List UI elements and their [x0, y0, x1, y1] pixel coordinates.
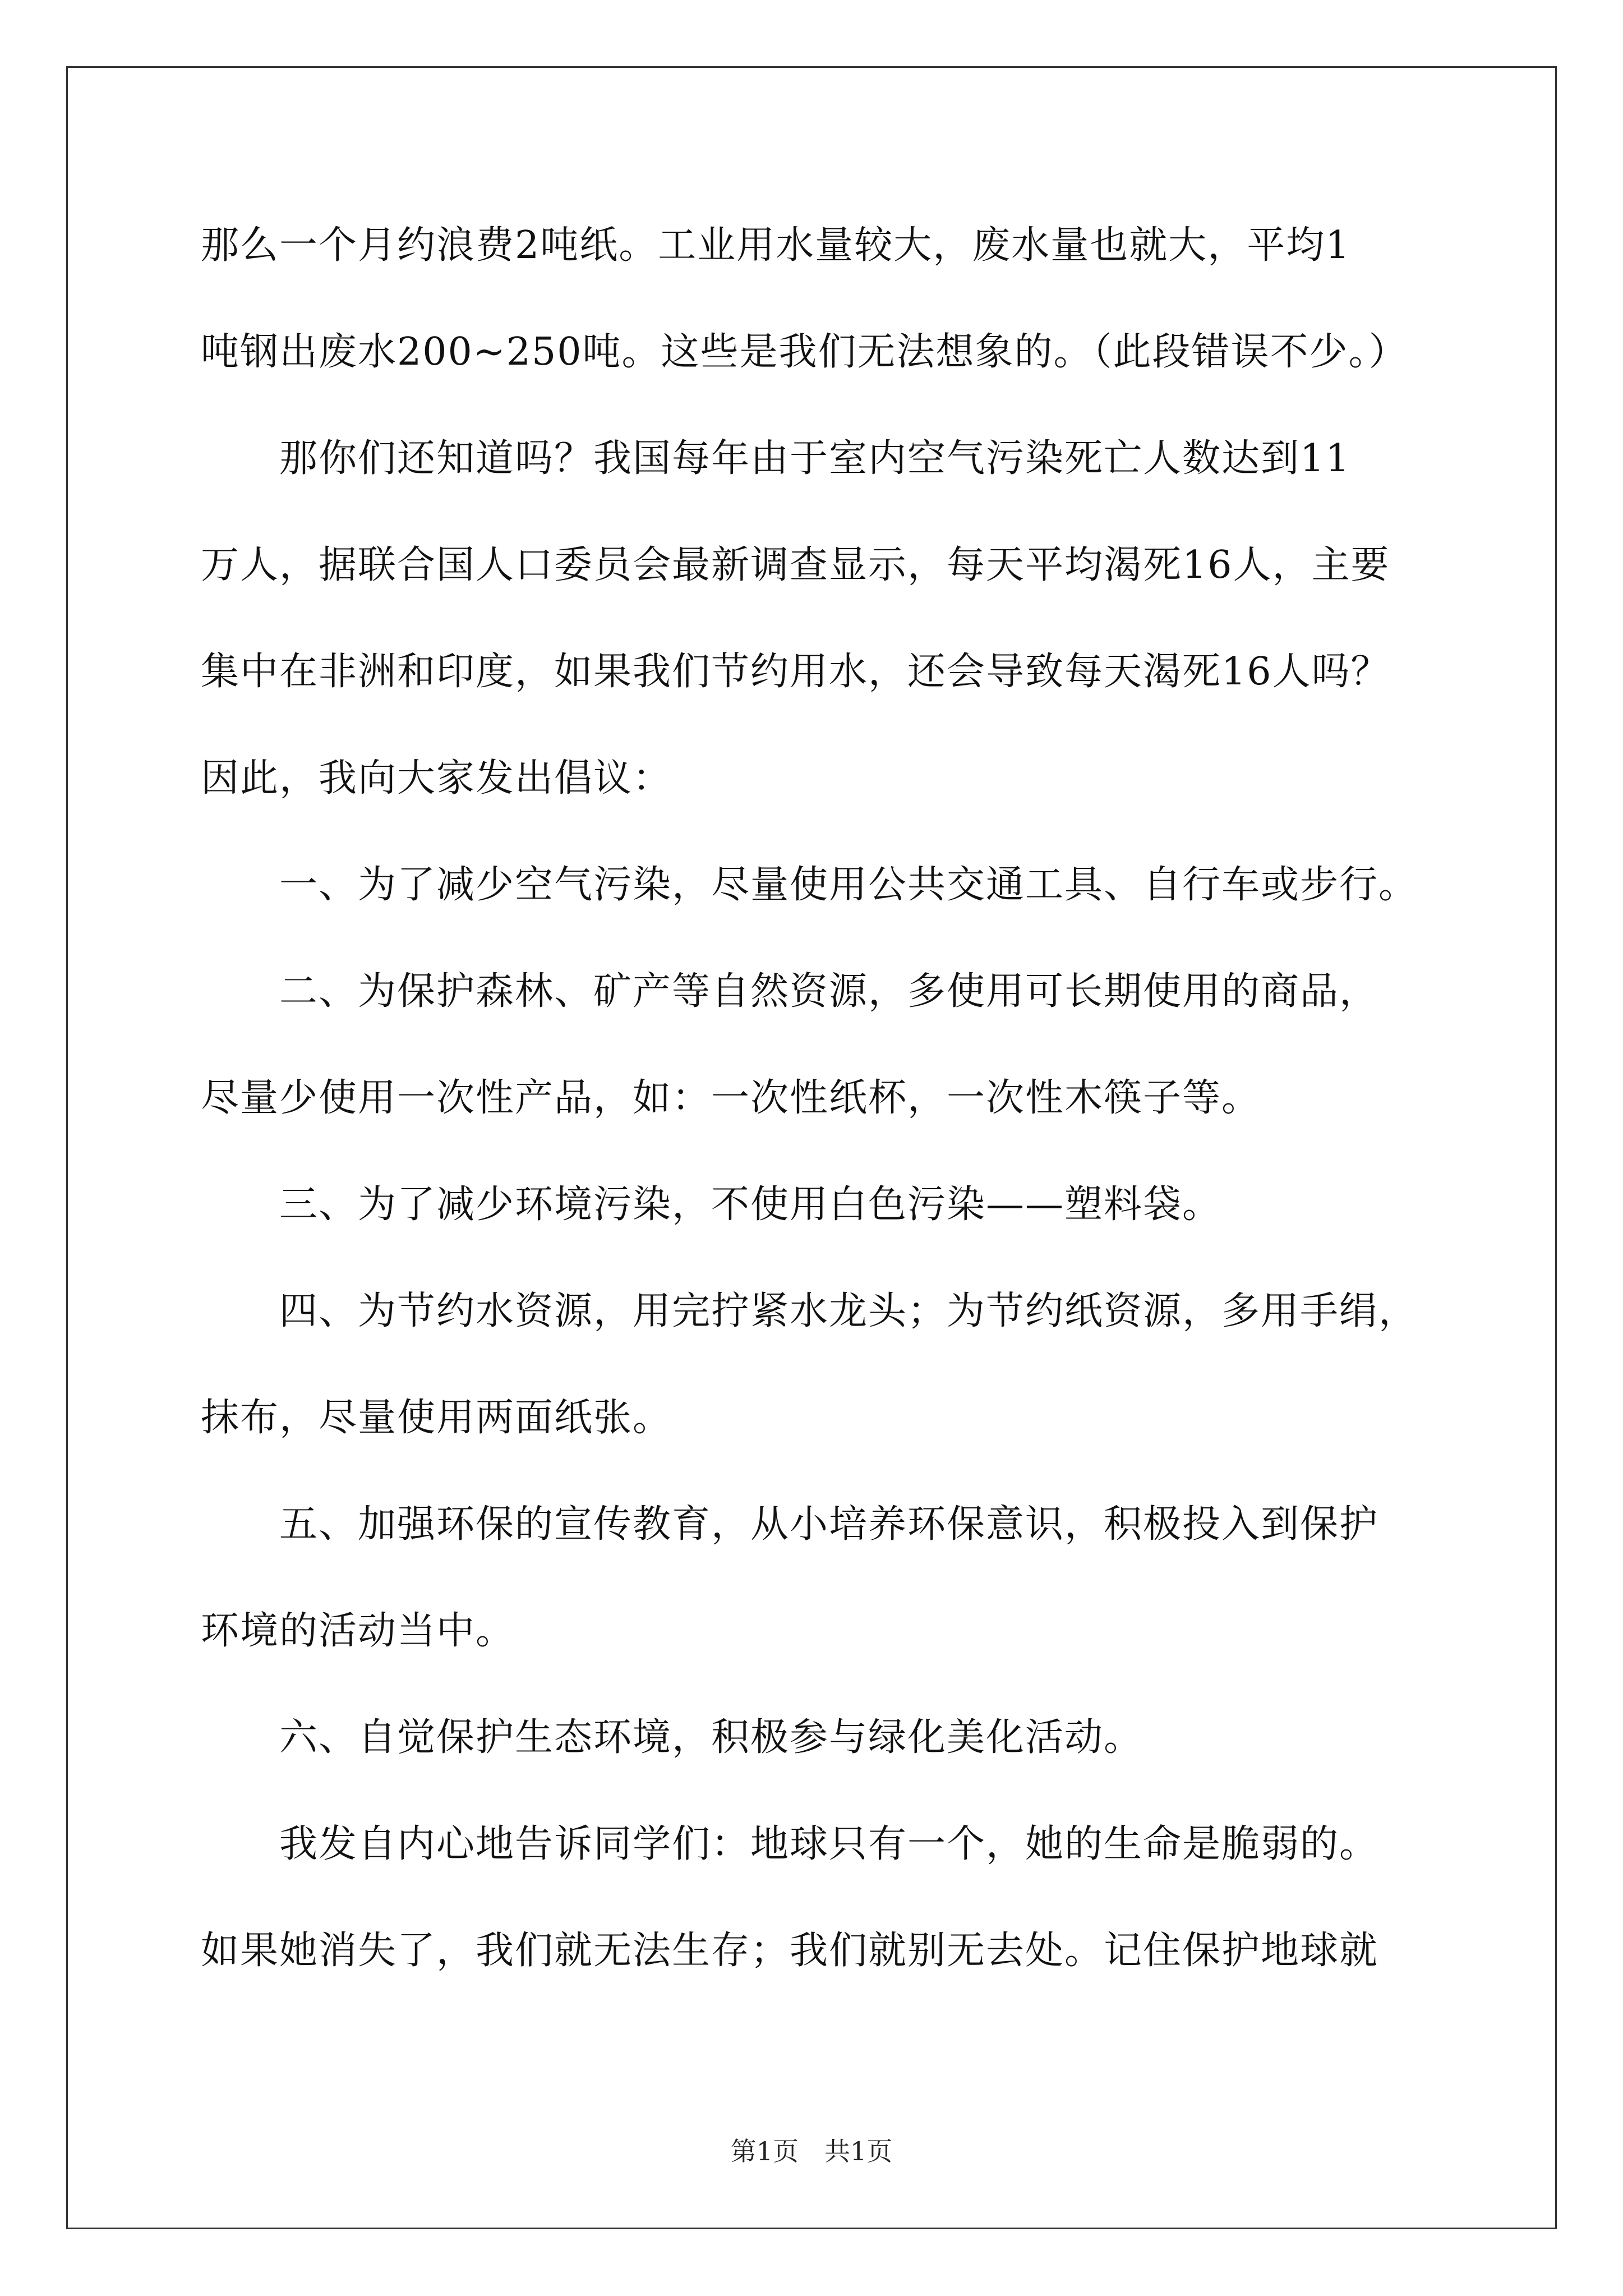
text-line: 四、为节约水资源，用完拧紧水龙头；为节约纸资源，多用手绢，	[201, 1289, 1418, 1333]
text-line: 因此，我向大家发出倡议：	[201, 756, 672, 800]
text-line: 万人，据联合国人口委员会最新调查显示，每天平均渴死16人，主要	[201, 543, 1390, 587]
text-line: 六、自觉保护生态环境，积极参与绿化美化活动。	[201, 1715, 1144, 1760]
text-line: 集中在非洲和印度，如果我们节约用水，还会导致每天渴死16人吗？	[201, 650, 1390, 694]
text-line: 那你们还知道吗？我国每年由于室内空气污染死亡人数达到11	[201, 436, 1351, 481]
text-line: 那么一个月约浪费2吨纸。工业用水量较大，废水量也就大，平均1	[201, 223, 1351, 268]
page-footer: 第1页 共1页	[730, 2136, 893, 2166]
text-line: 三、为了减少环境污染，不使用白色污染——塑料袋。	[201, 1182, 1222, 1227]
text-line: 二、为保护森林、矿产等自然资源，多使用可长期使用的商品，	[201, 969, 1379, 1014]
text-line: 如果她消失了，我们就无法生存；我们就别无去处。记住保护地球就	[201, 1929, 1379, 1973]
text-line: 一、为了减少空气污染，尽量使用公共交通工具、自行车或步行。	[201, 863, 1418, 907]
text-line: 环境的活动当中。	[201, 1609, 515, 1653]
document-body	[201, 222, 1435, 1975]
text-line: 抹布，尽量使用两面纸张。	[201, 1396, 672, 1440]
text-line: 尽量少使用一次性产品，如：一次性纸杯，一次性木筷子等。	[201, 1076, 1261, 1120]
text-line: 吨钢出废水200~250吨。这些是我们无法想象的。（此段错误不少。）	[201, 330, 1408, 374]
text-line: 五、加强环保的宣传教育，从小培养环保意识，积极投入到保护	[201, 1502, 1379, 1547]
text-line: 我发自内心地告诉同学们：地球只有一个，她的生命是脆弱的。	[201, 1822, 1379, 1866]
